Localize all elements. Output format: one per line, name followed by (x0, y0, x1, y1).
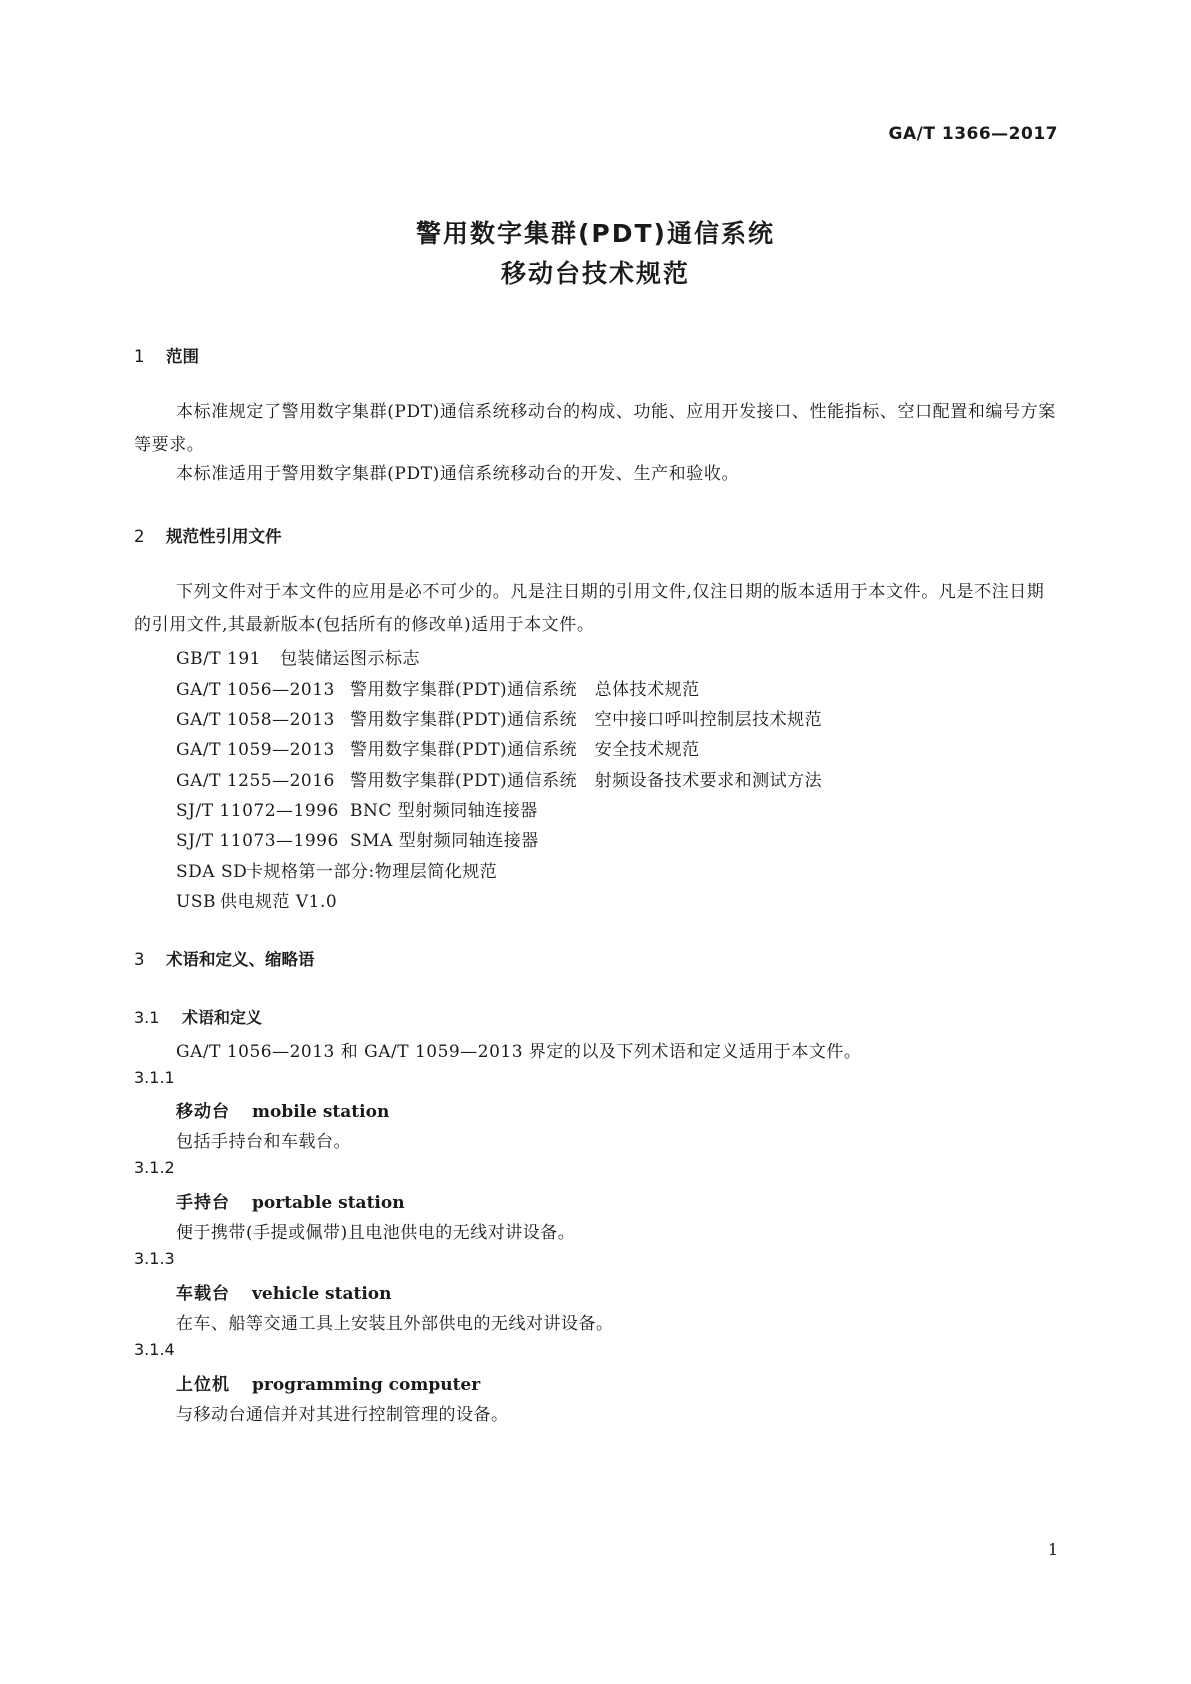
section-2-paragraph-1 (134, 576, 1059, 642)
reference-code: GA/T 1059—2013 (176, 740, 335, 760)
term-heading (176, 1188, 405, 1213)
term-chinese: 上位机 (176, 1375, 230, 1395)
subsection-3-1-intro: GA/T 1056—2013 和 GA/T 1059—2013 界定的以及下列术语和定义适用于本文件。 (176, 1042, 862, 1062)
paragraph-text: 本标准适用于警用数字集群(PDT)通信系统移动台的开发、生产和验收。 (176, 464, 740, 484)
normative-reference (176, 766, 822, 791)
term-number: 3.1.4 (134, 1340, 175, 1359)
normative-reference (176, 887, 337, 912)
normative-reference (176, 796, 538, 821)
reference-code: SJ/T 11073—1996 (176, 831, 339, 851)
section-title: 规范性引用文件 (166, 527, 282, 546)
reference-code: SJ/T 11072—1996 (176, 801, 339, 821)
reference-title: 警用数字集群(PDT)通信系统 空中接口呼叫控制层技术规范 (350, 710, 823, 730)
normative-reference (176, 857, 497, 882)
section-number: 1 (134, 347, 145, 366)
term-number: 3.1.3 (134, 1249, 175, 1268)
subsection-3-1-heading (134, 1005, 262, 1028)
term-chinese: 移动台 (176, 1102, 230, 1122)
section-number: 2 (134, 527, 145, 546)
subsection-number: 3.1 (134, 1008, 160, 1027)
normative-reference (176, 675, 700, 700)
term-english: vehicle station (252, 1284, 392, 1304)
term-definition: 便于携带(手提或佩带)且电池供电的无线对讲设备。 (176, 1223, 576, 1243)
term-heading (176, 1370, 480, 1395)
reference-code: GA/T 1058—2013 (176, 710, 335, 730)
term-number: 3.1.1 (134, 1068, 175, 1087)
page-number: 1 (1047, 1540, 1058, 1559)
term-heading (176, 1097, 389, 1122)
term-definition: 在车、船等交通工具上安装且外部供电的无线对讲设备。 (176, 1314, 614, 1334)
term-chinese: 手持台 (176, 1193, 230, 1213)
section-title: 术语和定义、缩略语 (166, 950, 315, 969)
term-number: 3.1.2 (134, 1158, 175, 1177)
normative-reference (176, 644, 420, 669)
normative-reference (176, 735, 700, 760)
normative-reference (176, 705, 822, 730)
section-3-heading (134, 946, 315, 970)
reference-title: SMA 型射频同轴连接器 (350, 831, 539, 851)
section-title: 范围 (166, 347, 199, 366)
reference-title: 卡规格第一部分:物理层简化规范 (246, 862, 498, 882)
reference-code: GB/T 191 (176, 649, 261, 669)
reference-title: BNC 型射频同轴连接器 (350, 801, 538, 821)
document-title-line1: 警用数字集群(PDT)通信系统 (416, 219, 775, 248)
section-2-heading (134, 523, 282, 547)
reference-title: 包装储运图示标志 (280, 649, 420, 669)
reference-code: GA/T 1056—2013 (176, 680, 335, 700)
term-english: mobile station (252, 1102, 390, 1122)
reference-title: 警用数字集群(PDT)通信系统 射频设备技术要求和测试方法 (350, 771, 823, 791)
reference-title: 警用数字集群(PDT)通信系统 安全技术规范 (350, 740, 700, 760)
paragraph-text: 下列文件对于本文件的应用是必不可少的。凡是注日期的引用文件,仅注日期的版本适用于本文件。凡是不注日期的引用文件,其最新版本(包括所有的修改单)适用于本文件。 (134, 582, 1045, 635)
term-english: programming computer (252, 1375, 481, 1395)
section-number: 3 (134, 950, 145, 969)
term-chinese: 车载台 (176, 1284, 230, 1304)
reference-title: 供电规范 V1.0 (220, 892, 338, 912)
term-heading (176, 1279, 392, 1304)
reference-code: USB (176, 892, 216, 912)
reference-code: SDA SD (176, 862, 248, 882)
term-definition: 与移动台通信并对其进行控制管理的设备。 (176, 1405, 509, 1425)
reference-code: GA/T 1255—2016 (176, 771, 335, 791)
subsection-title: 术语和定义 (182, 1008, 263, 1027)
term-definition: 包括手持台和车载台。 (176, 1132, 351, 1152)
reference-title: 警用数字集群(PDT)通信系统 总体技术规范 (350, 680, 700, 700)
normative-reference (176, 826, 539, 851)
term-english: portable station (252, 1193, 405, 1213)
paragraph-text: 本标准规定了警用数字集群(PDT)通信系统移动台的构成、功能、应用开发接口、性能指标、空口配置和编号方案等要求。 (134, 402, 1056, 455)
document-title-line2: 移动台技术规范 (500, 259, 690, 288)
section-1-heading (134, 343, 199, 367)
document-number: GA/T 1366—2017 (888, 124, 1058, 144)
section-1-paragraph-2 (134, 458, 1059, 491)
section-1-paragraph-1 (134, 396, 1059, 462)
